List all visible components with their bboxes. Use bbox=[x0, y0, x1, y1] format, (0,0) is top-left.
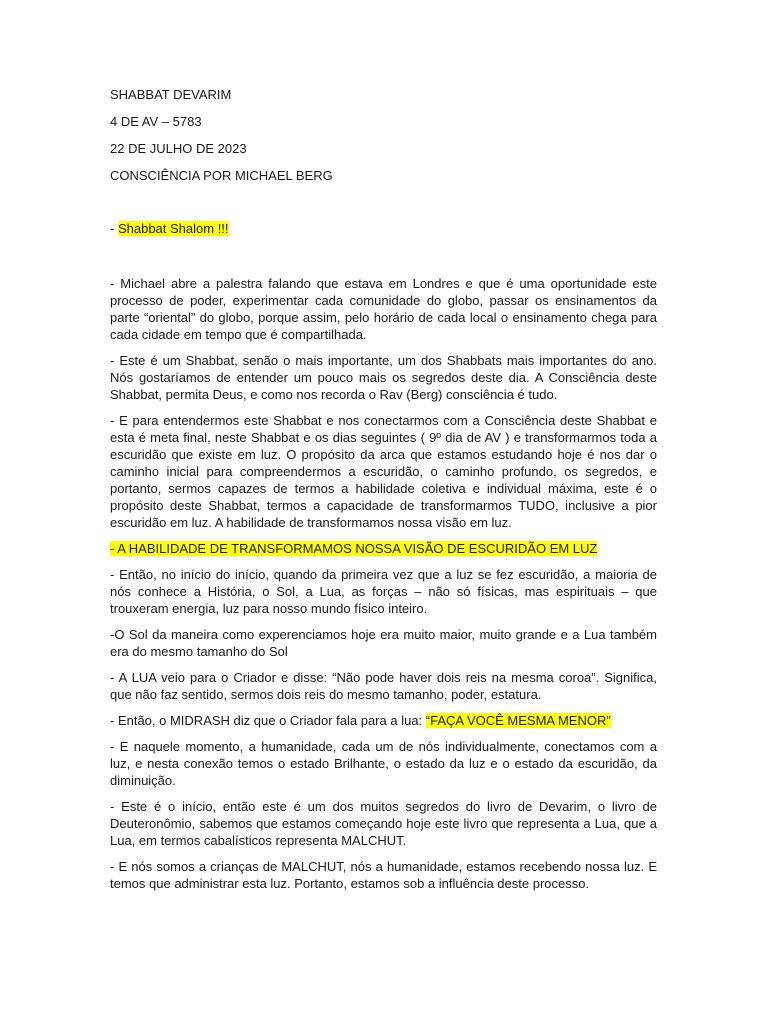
paragraph-3: - E para entendermos este Shabbat e nos conectarmos com a Consciência deste Shabbat e esta é meta final, neste Shabbat e os dias seguintes ( 9º dia de AV ) e transformarmos toda a escuridão que existe em luz. O propósito da arca que estamos estudando hoje é nos dar o caminho inicial para compreendermos a escuridão, o caminho profundo, os segredos, e portanto, sermos capazes de termos a habilidade coletiva e individual máxima, este é o propósito deste Shabbat, termos a capacidade de transformarmos TUDO, inclusive a pior escuridão em luz. A habilidade de transformamos nossa visão em luz. bbox=[110, 413, 657, 530]
paragraph-7: - A LUA veio para o Criador e disse: “Não pode haver dois reis na mesma coroa”. Significa, que não faz sentido, sermos dois reis do mesmo tamanho, poder, estatura. bbox=[110, 670, 657, 702]
document-body bbox=[110, 220, 657, 901]
header-title: SHABBAT DEVARIM bbox=[110, 87, 232, 102]
header-author: CONSCIÊNCIA POR MICHAEL BERG bbox=[110, 168, 333, 183]
paragraph-11: - E nós somos a crianças de MALCHUT, nós a humanidade, estamos recebendo nossa luz. E temos que administrar esta luz. Portanto, estamos sob a influência deste processo. bbox=[110, 859, 657, 891]
section-heading-highlight: - A HABILIDADE DE TRANSFORMAMOS NOSSA VISÃO DE ESCURIDÃO EM LUZ bbox=[110, 541, 598, 556]
header-hebrew-date: 4 DE AV – 5783 bbox=[110, 114, 202, 129]
paragraph-9: - E naquele momento, a humanidade, cada um de nós individualmente, conectamos com a luz, e nesta conexão temos o estado Brilhante, o estado da luz e o estado da escuridão, da diminuição. bbox=[110, 739, 657, 788]
paragraph-8-highlight: “FAÇA VOCÊ MESMA MENOR” bbox=[425, 713, 611, 728]
spacer bbox=[110, 246, 657, 275]
section-heading bbox=[110, 540, 657, 557]
paragraph-2: - Este é um Shabbat, senão o mais importante, um dos Shabbats mais importantes do ano. Nós gostaríamos de entender um pouco mais os segredos deste dia. A Consciência deste Shabbat, permita Deus, e como nos recorda o Rav (Berg) consciência é tudo. bbox=[110, 353, 657, 402]
paragraph-1: - Michael abre a palestra falando que estava em Londres e que é uma oportunidade este processo de poder, experimentar cada comunidade do globo, passar os ensinamentos da parte “oriental” do globo, porque assim, pelo horário de cada local o ensinamento chega para cada cidade em tempo que é compartilhada. bbox=[110, 276, 657, 342]
paragraph-8-text: - Então, o MIDRASH diz que o Criador fala para a lua: bbox=[110, 713, 426, 728]
paragraph-10: - Este é o início, então este é um dos muitos segredos do livro de Devarim, o livro de Deuteronômio, sabemos que estamos começando hoje este livro que representa a Lua, que a Lua, em termos cabalísticos representa MALCHUT. bbox=[110, 799, 657, 848]
greeting-highlight: Shabbat Shalom !!! bbox=[117, 221, 229, 236]
paragraph-8 bbox=[110, 712, 657, 729]
document-header bbox=[110, 86, 658, 194]
paragraph-6: -O Sol da maneira como experenciamos hoje era muito maior, muito grande e a Lua também era do mesmo tamanho do Sol bbox=[110, 627, 657, 659]
header-date: 22 DE JULHO DE 2023 bbox=[110, 141, 247, 156]
greeting-paragraph bbox=[110, 220, 657, 237]
greeting-prefix: - bbox=[110, 221, 118, 236]
paragraph-5: - Então, no início do início, quando da primeira vez que a luz se fez escuridão, a maioria de nós conhece a História, o Sol, a Lua, as forças – não só físicas, mas espirituais – que trouxeram energia, luz para nosso mundo físico inteiro. bbox=[110, 567, 657, 616]
